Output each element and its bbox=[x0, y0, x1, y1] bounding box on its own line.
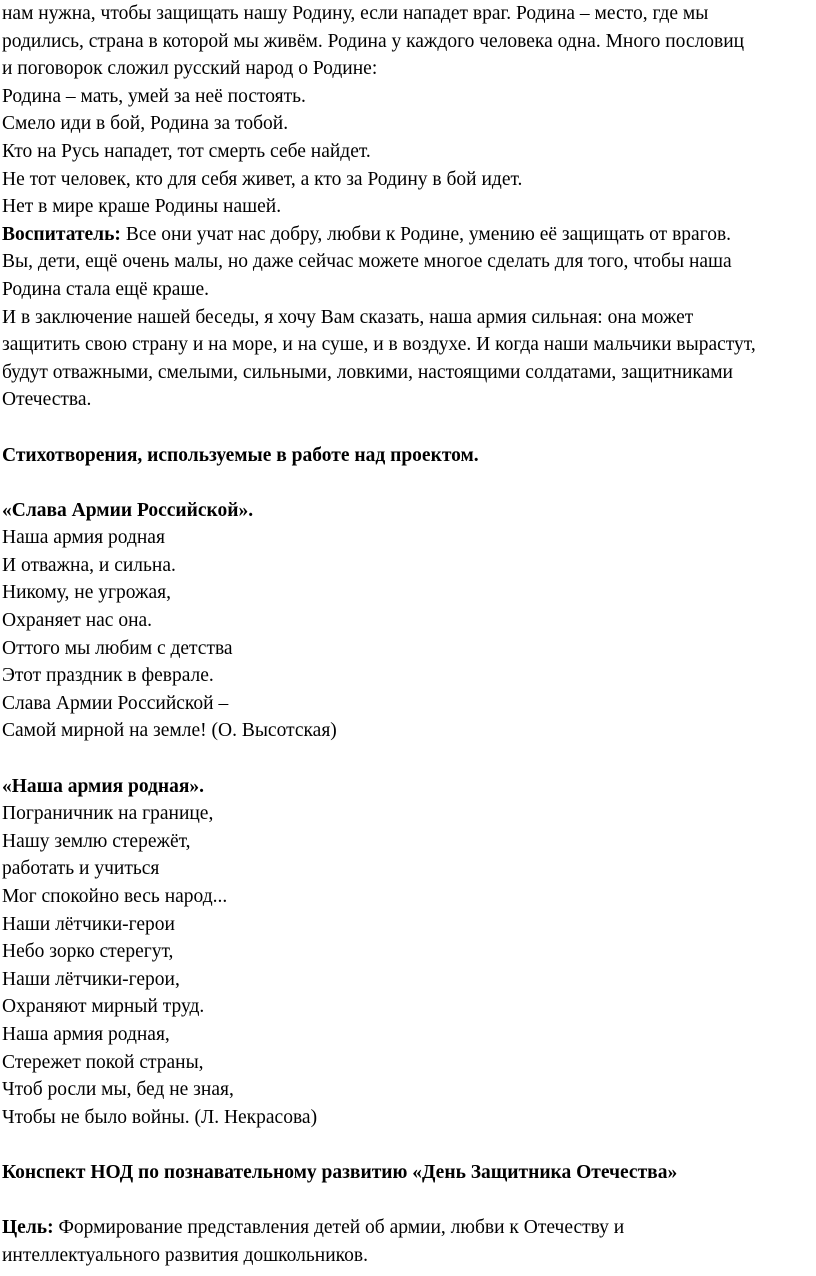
educator-text: Все они учат нас добру, любви к Родине, умению её защищать от врагов. bbox=[120, 223, 732, 245]
blank-line bbox=[2, 1187, 814, 1215]
educator-label: Воспитатель: bbox=[2, 223, 121, 245]
blank-line bbox=[2, 414, 814, 442]
poem-line: Наши лётчики-герои bbox=[2, 913, 175, 935]
educator-line: Отечества. bbox=[2, 389, 92, 411]
educator-line: будут отважными, смелыми, сильными, ловкими, настоящими солдатами, защитниками bbox=[2, 361, 733, 383]
goal-paragraph bbox=[2, 1214, 814, 1269]
document-page bbox=[2, 0, 814, 1269]
poem-line: Оттого мы любим с детства bbox=[2, 637, 233, 659]
poem-line: Никому, не угрожая, bbox=[2, 582, 171, 604]
poem-line: Слава Армии Российской – bbox=[2, 692, 229, 714]
poem-line: Охраняет нас она. bbox=[2, 610, 153, 632]
goal-line: интеллектуального развития дошкольников. bbox=[2, 1244, 368, 1266]
blank-line bbox=[2, 1131, 814, 1159]
proverb-line: Не тот человек, кто для себя живет, а кто за Родину в бой идет. bbox=[2, 168, 523, 190]
poems-heading: Стихотворения, используемые в работе над проектом. bbox=[2, 444, 479, 466]
intro-line: родились, страна в которой мы живём. Родина у каждого человека одна. Много пословиц bbox=[2, 30, 745, 52]
poem-2 bbox=[2, 773, 814, 1132]
proverb-line: Кто на Русь нападет, тот смерть себе найдет. bbox=[2, 140, 371, 162]
goal-first-line bbox=[2, 1214, 814, 1242]
poem-line: Чтобы не было войны. (Л. Некрасова) bbox=[2, 1106, 318, 1128]
poem-line: Наша армия родная bbox=[2, 527, 165, 549]
goal-text: Формирование представления детей об армии, любви к Отечеству и bbox=[53, 1217, 625, 1239]
poem-line: Нашу землю стережёт, bbox=[2, 830, 191, 852]
summary-heading: Конспект НОД по познавательному развитию «День Защитника Отечества» bbox=[2, 1161, 678, 1183]
poem-line: работать и учиться bbox=[2, 858, 160, 880]
blank-line bbox=[2, 745, 814, 773]
intro-line: нам нужна, чтобы защищать нашу Родину, если нападет враг. Родина – место, где мы bbox=[2, 3, 709, 24]
poem-line: Пограничник на границе, bbox=[2, 803, 214, 825]
goal-label: Цель: bbox=[2, 1217, 54, 1239]
blank-line bbox=[2, 469, 814, 497]
poem-line: Мог спокойно весь народ... bbox=[2, 886, 228, 907]
poem-line: Стережет покой страны, bbox=[2, 1051, 204, 1073]
educator-first-line bbox=[2, 221, 814, 249]
intro-line: и поговорок сложил русский народ о Родине: bbox=[2, 58, 378, 80]
intro-paragraph bbox=[2, 0, 814, 221]
proverb-line: Смело иди в бой, Родина за тобой. bbox=[2, 113, 289, 135]
poem-line: Небо зорко стерегут, bbox=[2, 941, 174, 963]
educator-line: И в заключение нашей беседы, я хочу Вам сказать, наша армия сильная: она может bbox=[2, 306, 694, 328]
poem-line: Чтоб росли мы, бед не зная, bbox=[2, 1079, 234, 1101]
educator-line: защитить свою страну и на море, и на суше, и в воздухе. И когда наши мальчики вырастут, bbox=[2, 334, 756, 356]
poem-line: Самой мирной на земле! (О. Высотская) bbox=[2, 720, 337, 742]
educator-paragraph bbox=[2, 221, 814, 414]
poem-title: «Наша армия родная». bbox=[2, 775, 205, 797]
proverb-line: Родина – мать, умей за неё постоять. bbox=[2, 85, 306, 107]
poem-title: «Слава Армии Российской». bbox=[2, 499, 254, 521]
poem-line: Наша армия родная, bbox=[2, 1023, 170, 1045]
poem-1 bbox=[2, 497, 814, 745]
poem-line: Охраняют мирный труд. bbox=[2, 996, 205, 1018]
poem-line: Наши лётчики-герои, bbox=[2, 968, 180, 990]
poem-line: Этот праздник в феврале. bbox=[2, 665, 214, 687]
poem-line: И отважна, и сильна. bbox=[2, 554, 176, 576]
educator-line: Родина стала ещё краше. bbox=[2, 278, 209, 300]
proverb-line: Нет в мире краше Родины нашей. bbox=[2, 196, 282, 218]
educator-line: Вы, дети, ещё очень малы, но даже сейчас можете многое сделать для того, чтобы наша bbox=[2, 251, 732, 273]
